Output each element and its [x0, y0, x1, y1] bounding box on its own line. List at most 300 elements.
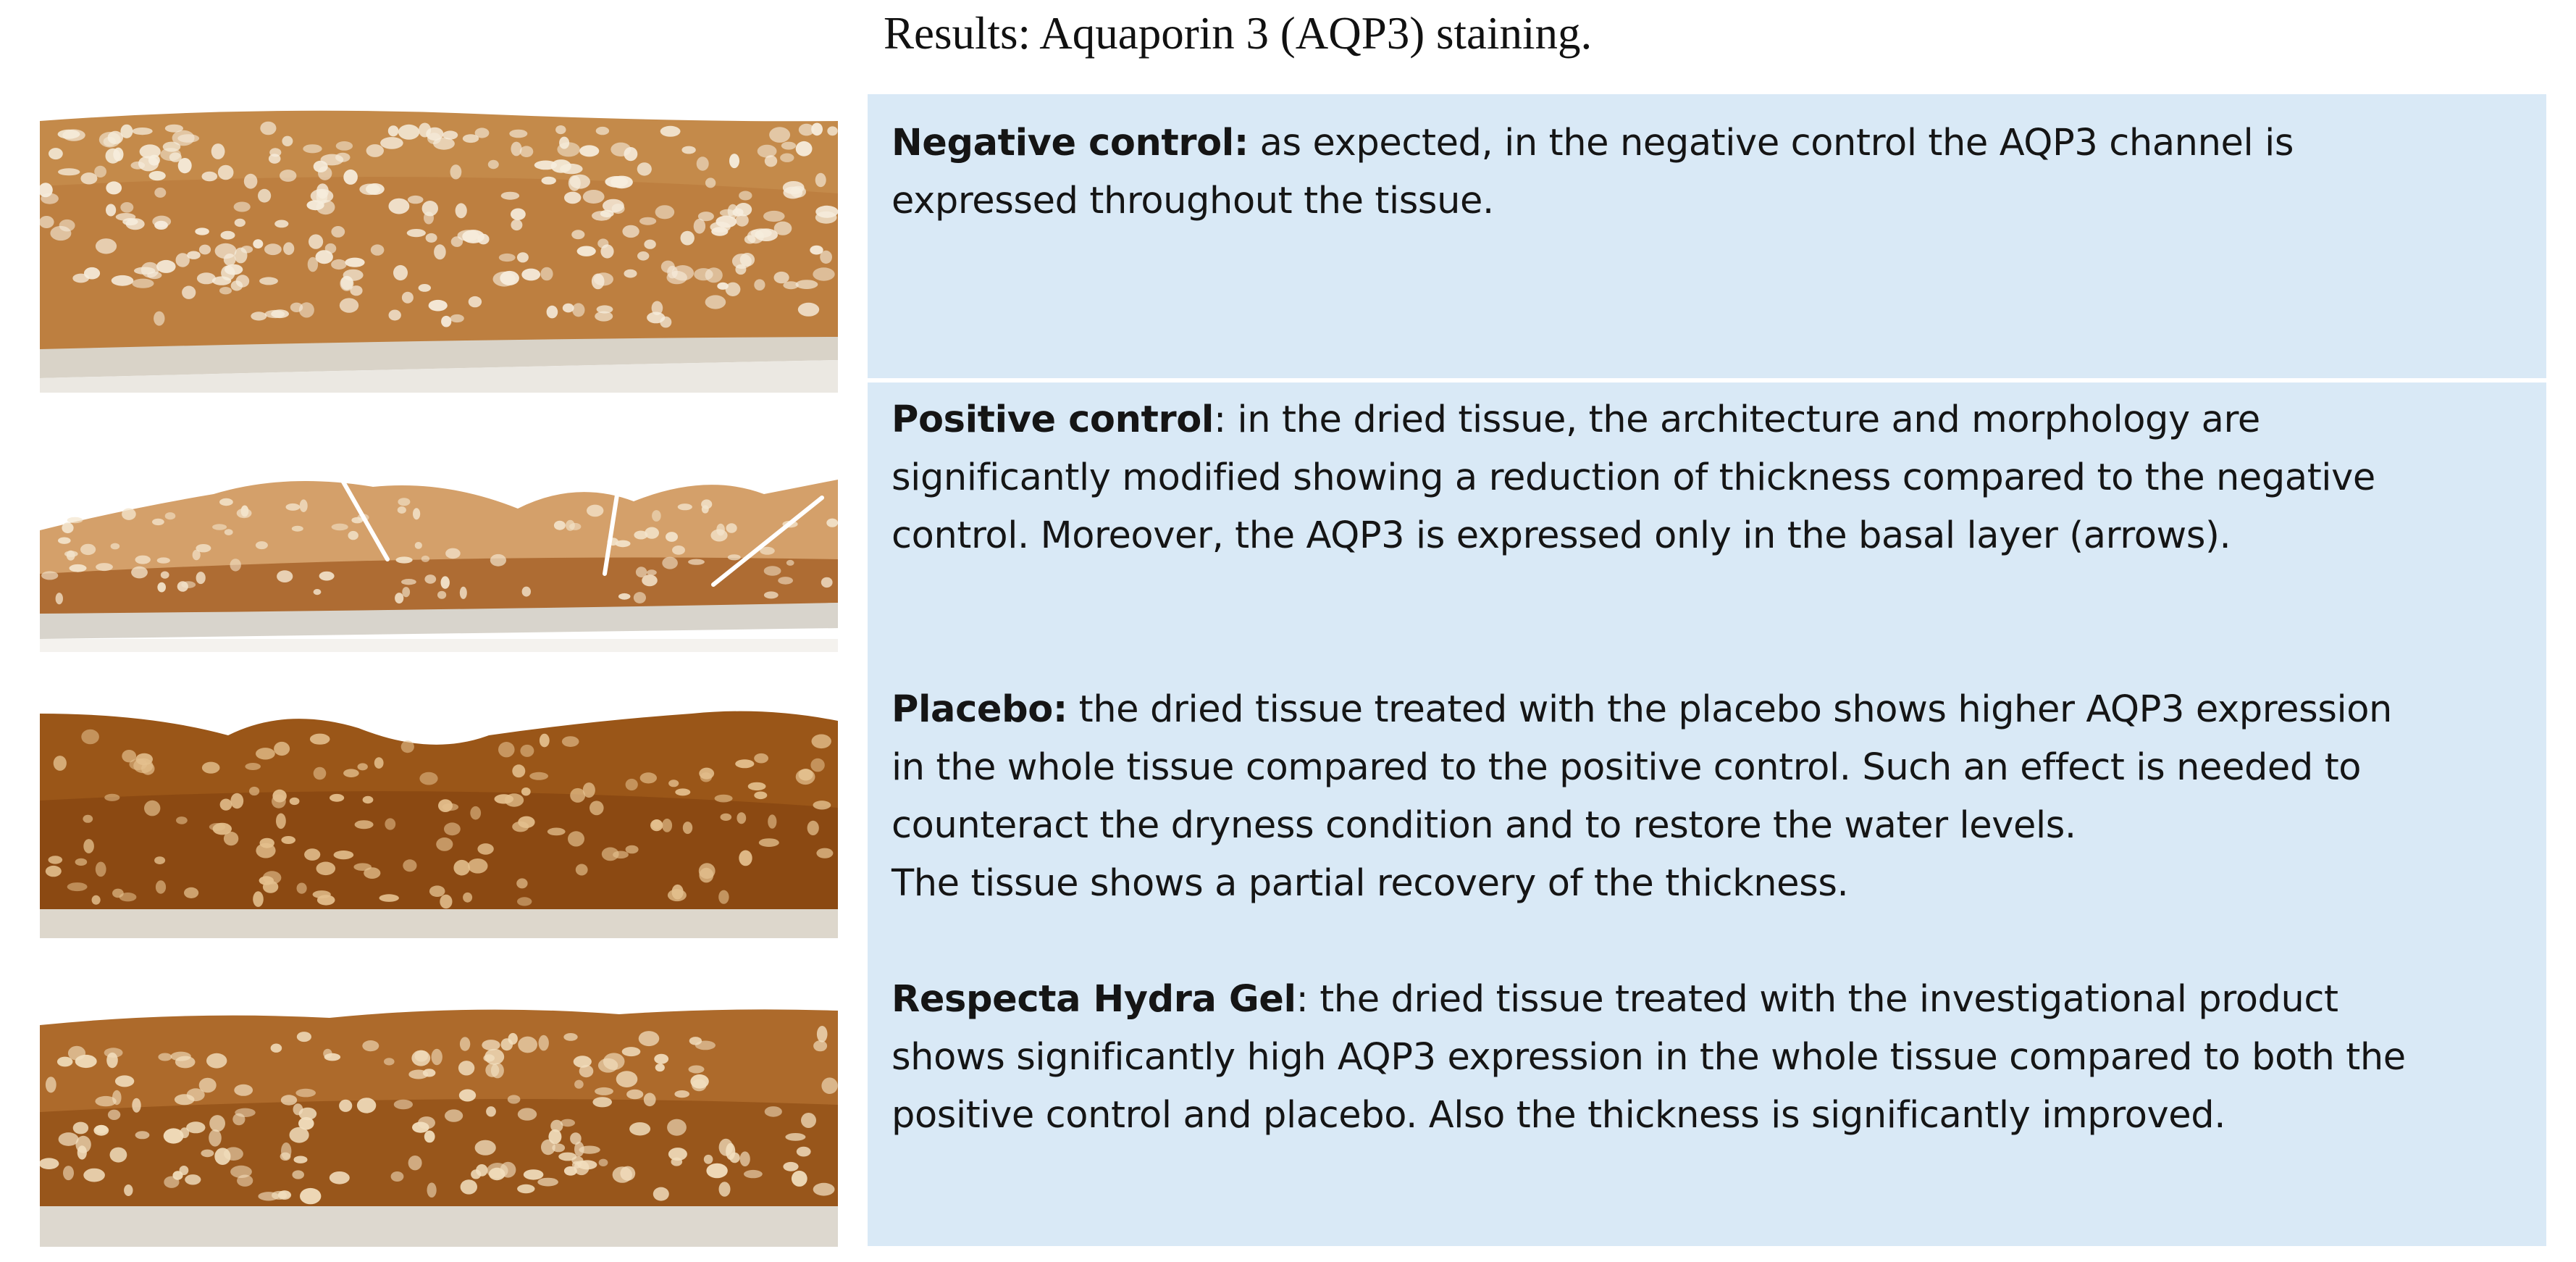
tissue-cell — [660, 126, 681, 137]
tissue-cell — [355, 820, 374, 829]
tissue-cell — [508, 1033, 518, 1045]
tissue-cell — [735, 759, 754, 768]
tissue-cell — [157, 582, 166, 593]
tissue-cell — [587, 505, 603, 517]
tissue-cell — [135, 556, 151, 564]
micrograph-positive-control — [40, 429, 838, 652]
tissue-cell — [640, 772, 657, 783]
tissue-cell — [681, 231, 695, 246]
tissue-cell — [612, 204, 625, 214]
tissue-cell — [498, 742, 515, 757]
tissue-cell — [509, 130, 527, 138]
tissue-cell — [234, 202, 251, 212]
respecta-hydra-gel-text: Respecta Hydra Gel: the dried tissue treated with the investigational product shows significantly high AQP3 expression in the whole tissue compared to both the positive control and placebo. Also the thickness is significantly improved. — [891, 978, 2406, 1137]
figure-title: Results: Aquaporin 3 (AQP3) staining. — [884, 8, 1593, 59]
tissue-cell — [501, 192, 519, 200]
tissue-cell — [564, 192, 581, 204]
tissue-cell — [171, 1052, 191, 1061]
tissue-cell — [453, 860, 470, 876]
tissue-cell — [215, 243, 237, 259]
tissue-cell — [154, 856, 165, 864]
tissue-cell — [251, 312, 267, 320]
tissue-cell — [748, 782, 766, 790]
tissue-cell — [96, 238, 117, 254]
tissue-cell — [444, 822, 461, 835]
tissue-cell — [764, 566, 781, 575]
tissue-cell — [520, 745, 534, 757]
tissue-cell — [653, 1187, 669, 1201]
tissue-cell — [424, 1131, 435, 1143]
tissue-cell — [720, 209, 735, 217]
tissue-cell — [637, 162, 652, 175]
tissue-cell — [622, 225, 639, 238]
tissue-cell — [195, 227, 209, 235]
tissue-cell — [488, 160, 499, 169]
tissue-cell — [813, 801, 831, 809]
tissue-cell — [407, 229, 426, 237]
tissue-cell — [678, 503, 692, 510]
tissue-cell — [728, 554, 741, 560]
tissue-cell — [366, 144, 384, 157]
tissue-cell — [201, 1150, 214, 1158]
tissue-cell — [111, 543, 120, 550]
tissue-cell — [599, 1159, 608, 1166]
tissue-cell — [710, 530, 727, 542]
tissue-cell — [54, 756, 67, 771]
tissue-cell — [384, 1058, 395, 1065]
tissue-cell — [512, 764, 525, 777]
tissue-cell — [597, 305, 613, 313]
tissue-cell — [395, 593, 403, 603]
tissue-cell — [418, 1116, 435, 1129]
tissue-cell — [75, 1055, 97, 1068]
tissue-cell — [821, 1077, 837, 1094]
tissue-cell — [147, 272, 161, 279]
micrograph-respecta-hydra-gel — [40, 982, 838, 1247]
tissue-cell — [668, 1148, 687, 1161]
tissue-cell — [113, 148, 123, 162]
tissue-cell — [132, 1098, 140, 1113]
tissue-cell — [308, 257, 318, 272]
tissue-cell — [197, 272, 216, 284]
tissue-cell — [81, 730, 99, 745]
tissue-cell — [574, 1080, 584, 1089]
tissue-cell — [340, 298, 358, 312]
tissue-cell — [780, 154, 794, 162]
tissue-cell — [662, 819, 672, 832]
tissue-cell — [704, 1155, 713, 1164]
tissue-cell — [235, 219, 246, 227]
tissue-cell — [816, 848, 833, 858]
tissue-cell — [554, 521, 566, 530]
tissue-cell — [620, 1166, 635, 1181]
tissue-cell — [645, 527, 659, 539]
tissue-cell — [394, 1100, 413, 1110]
tissue-cell — [518, 1037, 537, 1053]
tissue-cell — [539, 1035, 549, 1051]
tissue-cell — [817, 1026, 828, 1042]
tissue-cell — [219, 287, 232, 294]
tissue-cell — [482, 1040, 500, 1050]
tissue-cell — [202, 762, 220, 774]
tissue-cell — [156, 260, 176, 273]
tissue-cell — [485, 1063, 499, 1077]
tissue-cell — [131, 567, 148, 579]
tissue-cell — [294, 1156, 308, 1163]
tissue-cell — [689, 1066, 705, 1074]
tissue-cell — [517, 252, 529, 262]
tissue-cell — [739, 191, 752, 201]
tissue-cell — [330, 1171, 350, 1184]
tissue-cell — [80, 544, 96, 555]
tissue-cell — [80, 172, 97, 184]
tissue-cell — [421, 556, 429, 562]
tissue-cell — [265, 310, 285, 318]
tissue-cell — [702, 505, 709, 513]
tissue-cell — [560, 164, 583, 174]
tissue-cell — [237, 509, 252, 519]
tissue-cell — [58, 168, 80, 175]
tissue-cell — [462, 230, 484, 243]
tissue-cell — [629, 1122, 650, 1135]
tissue-cell — [540, 734, 550, 748]
tissue-cell — [161, 572, 169, 579]
tissue-cell — [331, 259, 347, 269]
tissue-cell — [106, 181, 122, 194]
tissue-cell — [792, 1171, 807, 1187]
tissue-cell — [468, 858, 488, 874]
tissue-cell — [225, 264, 243, 275]
tissue-cell — [796, 769, 815, 785]
tissue-cell — [451, 236, 463, 247]
tissue-cell — [256, 843, 275, 858]
tissue-cell — [765, 1106, 782, 1117]
tissue-cell — [148, 155, 160, 166]
tissue-cell — [774, 222, 792, 235]
tissue-cell — [475, 1140, 496, 1156]
tissue-cell — [456, 203, 467, 218]
tissue-cell — [579, 1065, 594, 1077]
tissue-cell — [401, 579, 416, 585]
tissue-cell — [744, 1170, 763, 1178]
tissue-cell — [231, 280, 243, 291]
tissue-cell — [768, 814, 776, 828]
tissue-cell — [63, 1166, 74, 1180]
negative-control-description — [868, 94, 2546, 378]
tissue-cell — [642, 574, 658, 586]
tissue-cell — [165, 512, 176, 519]
tissue-cell — [279, 1190, 291, 1198]
tissue-cell — [95, 1096, 116, 1106]
tissue-cell — [781, 142, 796, 150]
respecta-hydra-gel-label: Respecta Hydra Gel — [891, 978, 1296, 1021]
tissue-cell — [186, 1121, 205, 1133]
tissue-cell — [398, 498, 410, 506]
tissue-cell — [212, 524, 227, 530]
tissue-cell — [219, 498, 233, 506]
tissue-cell — [576, 864, 588, 876]
tissue-cell — [438, 799, 453, 812]
tissue-cell — [419, 123, 431, 138]
tissue-cell — [647, 569, 657, 575]
tissue-cell — [59, 1132, 79, 1146]
tissue-cell — [520, 146, 534, 157]
tissue-cell — [815, 173, 826, 187]
tissue-cell — [460, 1037, 470, 1050]
tissue-cell — [650, 819, 663, 831]
tissue-cell — [133, 128, 153, 135]
tissue-cell — [317, 895, 335, 905]
tissue-cell — [99, 132, 121, 148]
tissue-cell — [500, 271, 519, 285]
tissue-cell — [104, 794, 119, 801]
tissue-cell — [331, 226, 345, 238]
tissue-cell — [717, 283, 729, 290]
tissue-cell — [132, 279, 154, 288]
tissue-cell — [521, 269, 540, 281]
tissue-cell — [389, 310, 401, 321]
tissue-cell — [626, 845, 639, 854]
tissue-cell — [309, 234, 323, 248]
tissue-cell — [234, 1085, 253, 1096]
tissue-cell — [211, 143, 225, 159]
tissue-cell — [732, 254, 752, 269]
tissue-cell — [719, 1182, 731, 1197]
tissue-cell — [461, 1179, 477, 1194]
tissue-cell — [429, 300, 448, 312]
tissue-cell — [67, 882, 88, 891]
tissue-cell — [562, 736, 579, 747]
tissue-cell — [563, 1033, 577, 1041]
tissue-cell — [276, 814, 286, 830]
tissue-cell — [271, 1044, 282, 1053]
tissue-cell — [177, 134, 199, 143]
tissue-cell — [517, 897, 532, 906]
tissue-cell — [655, 1063, 665, 1071]
tissue-cell — [721, 814, 732, 821]
tissue-cell — [256, 748, 275, 759]
tissue-cell — [737, 812, 746, 824]
tissue-cell — [178, 158, 192, 173]
tissue-cell — [518, 816, 534, 828]
tissue-cell — [797, 1147, 811, 1157]
tissue-cell — [718, 890, 729, 904]
tissue-cell — [490, 554, 506, 567]
tissue-cell — [292, 1170, 304, 1179]
tissue-cell — [358, 763, 368, 770]
tissue-cell — [415, 1050, 429, 1062]
tissue-cell — [62, 522, 73, 533]
tissue-cell — [672, 546, 685, 555]
tissue-cell — [511, 220, 522, 230]
tissue-cell — [181, 581, 196, 588]
negative-control-text: Negative control: as expected, in the negative control the AQP3 channel is expressed throughout the tissue. — [891, 122, 2294, 222]
tissue-cell — [534, 161, 557, 170]
tissue-cell — [644, 240, 655, 249]
tissue-cell — [592, 1097, 612, 1107]
tissue-cell — [158, 1053, 172, 1061]
tissue-cell — [56, 593, 63, 604]
tissue-cell — [577, 1160, 597, 1169]
tissue-cell — [697, 156, 709, 170]
tissue-cell — [694, 219, 705, 234]
tissue-cell — [469, 296, 482, 307]
tissue-cell — [668, 889, 687, 901]
tissue-cell — [705, 295, 726, 309]
tissue-cell — [398, 125, 419, 140]
tissue-cell — [164, 1128, 184, 1143]
placebo-label: Placebo: — [891, 688, 1067, 731]
tissue-cell — [521, 787, 531, 795]
tissue-cell — [314, 767, 327, 780]
tissue-cell — [784, 187, 803, 199]
tissue-cell — [281, 836, 295, 844]
tissue-cell — [393, 265, 408, 280]
tissue-cell — [403, 859, 416, 872]
tissue-cell — [440, 895, 452, 909]
tissue-cell — [740, 1151, 750, 1166]
tissue-cell — [666, 532, 678, 542]
tissue-cell — [542, 177, 556, 185]
tissue-cell — [225, 529, 233, 535]
tissue-cell — [297, 1032, 311, 1042]
tissue-cell — [300, 1188, 321, 1204]
tissue-cell — [58, 538, 71, 544]
tissue-cell — [379, 894, 399, 902]
tissue-cell — [230, 793, 243, 808]
micrograph-placebo — [40, 692, 838, 938]
tissue-cell — [120, 202, 133, 213]
tissue-cell — [187, 251, 201, 259]
tissue-cell — [388, 125, 399, 136]
tissue-cell — [366, 183, 385, 195]
tissue-cell — [282, 136, 293, 146]
tissue-cell — [694, 268, 713, 280]
tissue-cell — [314, 589, 322, 595]
tissue-cell — [436, 837, 453, 851]
tissue-cell — [160, 148, 181, 161]
tissue-cell — [568, 831, 584, 846]
tissue-cell — [292, 526, 303, 532]
placebo-description — [891, 681, 2532, 913]
tissue-cell — [796, 141, 813, 156]
tissue-cell — [600, 210, 614, 217]
tissue-cell — [815, 206, 838, 218]
tissue-cell — [555, 125, 566, 134]
tissue-cell — [297, 883, 307, 894]
tissue-cell — [424, 574, 436, 584]
tissue-cell — [154, 312, 164, 326]
tissue-cell — [182, 286, 196, 299]
tissue-cell — [637, 251, 649, 261]
tissue-cell — [303, 144, 322, 153]
tissue-cell — [754, 279, 765, 291]
tissue-cell — [62, 130, 85, 141]
tissue-cell — [49, 148, 63, 159]
tissue-cell — [46, 866, 62, 877]
tissue-cell — [597, 238, 608, 248]
tissue-cell — [75, 858, 88, 866]
tissue-cell — [106, 204, 116, 217]
tissue-cell — [108, 1110, 120, 1120]
tissue-cell — [442, 130, 458, 139]
tissue-cell — [324, 1053, 340, 1061]
tissue-cell — [213, 823, 232, 835]
tissue-cell — [477, 843, 493, 855]
tissue-cell — [221, 231, 235, 240]
tissue-cell — [557, 142, 579, 156]
positive-control-text: Positive control: in the dried tissue, the architecture and morphology are significantly modified showing a reduction of thickness compared to the negative control. Moreover, the AQP3 is expressed only in the basal layer (arrows). — [891, 398, 2375, 557]
tissue-cell — [605, 176, 628, 188]
tissue-cell — [353, 863, 372, 871]
tissue-cell — [304, 848, 320, 861]
tissue-cell — [209, 1129, 222, 1147]
tissue-cell — [769, 127, 790, 143]
tissue-cell — [499, 254, 516, 262]
tissue-cell — [571, 230, 584, 239]
tissue-cell — [774, 272, 789, 283]
tissue-cell — [401, 740, 414, 753]
placebo-text: Placebo: the dried tissue treated with the placebo shows higher AQP3 expression in the whole tissue compared to the positive control. Such an effect is needed to counteract the dryness condition and to restore the water levels. The tissue shows a partial recovery of the thickness. — [891, 688, 2392, 905]
tissue-cell — [256, 541, 268, 549]
tissue-cell — [49, 856, 63, 864]
tissue-cell — [339, 1100, 352, 1112]
tissue-cell — [764, 591, 779, 598]
tissue-cell — [345, 258, 364, 267]
tissue-cell — [330, 794, 344, 802]
tissue-cell — [96, 862, 106, 877]
tissue-cell — [209, 1115, 225, 1132]
tissue-cell — [83, 1169, 105, 1182]
tissue-cell — [445, 548, 461, 559]
tissue-cell — [796, 280, 818, 289]
tissue-cell — [699, 863, 716, 879]
tissue-cell — [362, 1040, 379, 1051]
tissue-cell — [298, 1117, 314, 1130]
tissue-cell — [692, 1079, 706, 1092]
tissue-cell — [579, 145, 599, 156]
tissue-cell — [739, 851, 752, 866]
tissue-cell — [751, 228, 772, 238]
tissue-cell — [524, 1169, 544, 1179]
tissue-cell — [94, 166, 106, 177]
tissue-cell — [290, 798, 300, 805]
tissue-cell — [626, 1090, 643, 1099]
tissue-cell — [295, 1089, 316, 1098]
tissue-cell — [253, 239, 263, 248]
tissue-cell — [813, 1040, 827, 1051]
tissue-cell — [583, 782, 595, 798]
results-description-box — [868, 383, 2546, 1246]
tissue-cell — [681, 146, 695, 154]
tissue-cell — [711, 227, 728, 235]
tissue-cell — [269, 154, 281, 164]
tissue-cell — [224, 1147, 243, 1161]
tissue-cell — [529, 772, 548, 780]
tissue-cell — [258, 189, 271, 203]
tissue-cell — [319, 572, 335, 581]
tissue-cell — [40, 1158, 59, 1169]
tissue-cell — [380, 137, 403, 149]
tissue-cell — [133, 759, 153, 774]
tissue-cell — [340, 276, 353, 291]
tissue-cell — [700, 772, 712, 782]
tissue-cell — [244, 174, 258, 189]
tissue-cell — [299, 302, 314, 317]
tissue-cell — [334, 851, 354, 859]
tissue-cell — [463, 134, 479, 143]
tissue-cell — [662, 557, 678, 569]
